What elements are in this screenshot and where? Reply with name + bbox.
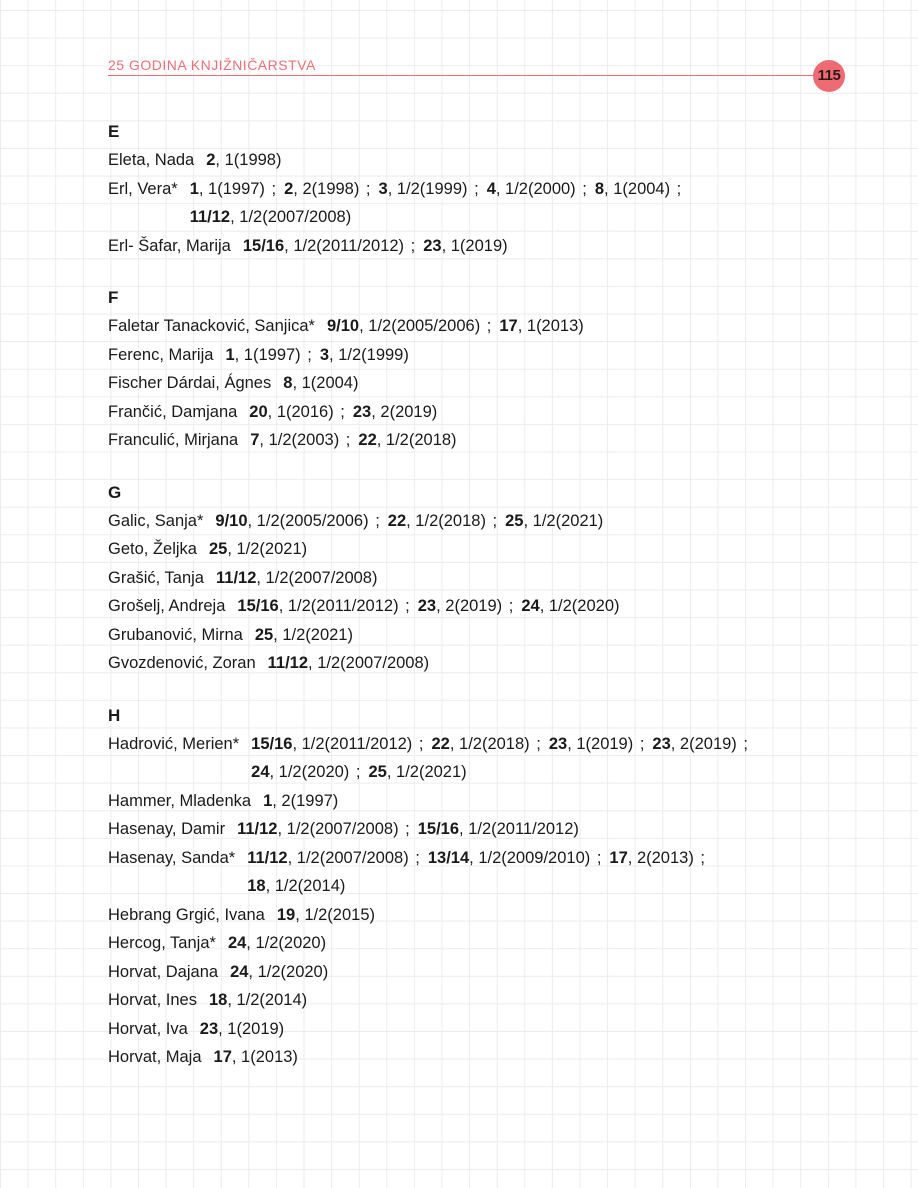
issue-reference: [499, 317, 583, 335]
issue-details: , 1/2(2007/2008): [308, 654, 430, 672]
volume-number: 23: [352, 402, 372, 421]
volume-number: 11/12: [216, 568, 257, 587]
volume-number: 9/10: [215, 511, 248, 530]
issue-reference: [225, 346, 300, 364]
issue-details: , 1/2(2021): [386, 763, 467, 781]
volume-number: 25: [208, 540, 228, 558]
separator: ;: [302, 345, 312, 364]
issue-reference: [237, 597, 398, 615]
volume-number: 13/14: [427, 848, 470, 867]
issue-details: , 1(1997): [198, 179, 265, 198]
volume-number: 1: [225, 345, 235, 364]
issue-details: , 1/2(2003): [259, 431, 340, 449]
section-letter: G: [108, 482, 122, 502]
separator: ;: [266, 179, 277, 198]
volume-number: 4: [486, 179, 496, 198]
issue-reference: [418, 597, 502, 615]
index-entry: [108, 787, 868, 816]
index-section: [108, 118, 868, 260]
author-name: Erl, Vera*: [108, 179, 178, 198]
index-entry: [108, 815, 868, 844]
issue-details: , 1(2013): [517, 317, 584, 335]
author-name: Horvat, Ines: [108, 991, 197, 1009]
issue-details: , 2(1998): [293, 179, 360, 198]
separator: ;: [335, 402, 345, 421]
author-name: Frančić, Damjana: [108, 402, 238, 421]
issue-details: , 1/2(2020): [539, 597, 620, 615]
author-name: Hammer, Mladenka: [108, 791, 252, 810]
issue-details: , 1/2(2014): [265, 877, 346, 895]
volume-number: 18: [247, 877, 266, 895]
issue-reference: [487, 180, 576, 198]
volume-number: 24: [230, 962, 249, 981]
volume-number: 18: [208, 991, 228, 1009]
volume-number: 11/12: [247, 848, 288, 867]
author-name: Ferenc, Marija: [108, 345, 214, 364]
volume-number: 1: [189, 179, 199, 198]
separator: ;: [361, 179, 371, 198]
separator: ;: [482, 317, 492, 335]
issue-reference: [505, 512, 603, 530]
volume-number: 25: [254, 625, 274, 644]
volume-number: 7: [250, 431, 260, 449]
issue-reference: [652, 735, 736, 753]
issue-details: , 1/2(2007/2008): [256, 568, 378, 587]
issue-reference: [428, 849, 590, 867]
issue-reference: [379, 180, 468, 198]
section-letter: H: [108, 705, 121, 725]
author-name: Horvat, Maja: [108, 1048, 202, 1066]
issue-reference: [595, 180, 670, 198]
issue-reference: [247, 849, 408, 867]
separator: ;: [738, 734, 748, 753]
author-name: Hasenay, Damir: [108, 820, 226, 838]
section-letter: F: [108, 288, 119, 307]
separator: ;: [341, 431, 351, 449]
separator: ;: [635, 734, 645, 753]
issue-details: , 1/2(2009/2010): [469, 848, 591, 867]
volume-number: 15/16: [417, 820, 460, 838]
author-name: Geto, Željka: [108, 540, 197, 558]
volume-number: 2: [284, 179, 294, 198]
separator: ;: [406, 236, 416, 255]
index-entry: [108, 621, 868, 650]
volume-number: 15/16: [242, 236, 285, 255]
volume-number: 9/10: [326, 317, 360, 335]
issue-details: , 2(2019): [670, 734, 737, 753]
author-name: Hercog, Tanja*: [108, 934, 216, 952]
issue-reference: [251, 763, 349, 781]
volume-number: 15/16: [251, 734, 293, 753]
issue-reference: [190, 180, 265, 198]
issue-reference: [255, 626, 353, 644]
index-entry: [108, 312, 868, 341]
author-index: [108, 118, 868, 1096]
author-name: Horvat, Dajana: [108, 962, 219, 981]
separator: ;: [400, 597, 410, 615]
issue-reference: [230, 963, 328, 981]
page-header: [0, 0, 918, 100]
issue-details: , 1/2(2011/2012): [278, 597, 399, 615]
issue-details: , 1(2016): [267, 402, 334, 421]
index-entry: [108, 730, 868, 787]
issue-reference: [320, 346, 409, 364]
volume-number: 11/12: [237, 820, 278, 838]
issue-reference: [277, 906, 375, 924]
index-entry: [108, 901, 868, 930]
issue-details: , 1/2(1999): [329, 345, 409, 364]
issue-reference: [263, 792, 338, 810]
issue-details: , 1/2(2020): [269, 763, 350, 781]
index-entry: [108, 398, 868, 427]
issue-details: , 1/2(2011/2012): [459, 820, 579, 838]
volume-number: 3: [319, 345, 330, 364]
issue-reference: [243, 237, 404, 255]
volume-number: 24: [227, 934, 247, 952]
issue-reference: [327, 317, 480, 335]
issue-details: , 1/2(2021): [273, 625, 353, 644]
author-name: Grošelj, Andreja: [108, 597, 226, 615]
volume-number: 23: [423, 236, 442, 255]
separator: ;: [351, 763, 361, 781]
issue-details: , 1(2013): [231, 1048, 298, 1066]
issue-details: , 1(2019): [218, 1019, 285, 1038]
separator: ;: [531, 734, 541, 753]
issue-reference: [284, 180, 359, 198]
author-name: Gvozdenović, Zoran: [108, 654, 256, 672]
volume-number: 8: [283, 374, 293, 392]
issue-reference: [549, 735, 633, 753]
separator: ;: [695, 848, 705, 867]
separator: ;: [410, 848, 420, 867]
separator: ;: [504, 597, 514, 615]
issue-reference: [268, 654, 429, 672]
issue-details: , 1/2(1999): [387, 179, 468, 198]
volume-number: 20: [249, 402, 268, 421]
issue-reference: [353, 403, 437, 421]
issue-reference: [250, 431, 339, 449]
issue-reference: [358, 431, 456, 449]
volume-number: 15/16: [237, 597, 279, 615]
issue-reference: [228, 934, 326, 952]
index-entry: [108, 1015, 868, 1044]
issue-reference: [368, 763, 466, 781]
issue-details: , 2(1997): [272, 791, 339, 810]
index-entry: [108, 535, 868, 564]
volume-number: 2: [206, 151, 216, 169]
volume-number: 23: [199, 1019, 219, 1038]
author-name: Grašić, Tanja: [108, 568, 204, 587]
issue-details: , 2(2019): [371, 402, 438, 421]
volume-number: 1: [263, 791, 273, 810]
issue-reference: [609, 849, 693, 867]
volume-number: 23: [548, 734, 568, 753]
issue-reference: [247, 877, 345, 895]
index-section: [108, 284, 868, 455]
issue-details: , 1/2(2018): [449, 734, 530, 753]
issue-details: , 1(2004): [604, 179, 671, 198]
issue-reference: [209, 540, 307, 558]
issue-reference: [521, 597, 619, 615]
issue-details: , 1/2(2021): [523, 511, 604, 530]
author-name: Horvat, Iva: [108, 1019, 188, 1038]
volume-number: 23: [417, 597, 437, 615]
issue-reference: [206, 151, 281, 169]
issue-details: , 1/2(2000): [495, 179, 576, 198]
volume-number: 3: [378, 179, 388, 198]
author-name: Galic, Sanja*: [108, 511, 204, 530]
issue-reference: [237, 820, 398, 838]
issue-reference: [190, 208, 351, 226]
author-name: Hebrang Grgić, Ivana: [108, 905, 265, 924]
issue-reference: [431, 735, 529, 753]
volume-number: 22: [431, 734, 450, 753]
separator: ;: [592, 848, 602, 867]
separator: ;: [469, 179, 479, 198]
separator: ;: [400, 820, 410, 838]
issue-reference: [418, 820, 579, 838]
separator: ;: [414, 734, 424, 753]
separator: ;: [370, 511, 380, 530]
issue-reference: [283, 374, 358, 392]
volume-number: 22: [358, 431, 377, 449]
issue-reference: [209, 991, 307, 1009]
issue-details: , 1(2019): [567, 734, 634, 753]
author-name: Eleta, Nada: [108, 151, 195, 169]
issue-details: , 1(1997): [234, 345, 301, 364]
running-title: 25 GODINA KNJIŽNIČARSTVA: [108, 57, 316, 73]
volume-number: 25: [505, 511, 524, 530]
issue-reference: [249, 403, 333, 421]
issue-reference: [200, 1020, 284, 1038]
issue-details: , 1(1998): [215, 151, 282, 169]
index-entry: [108, 958, 868, 987]
index-entry: [108, 341, 868, 370]
index-entry: [108, 146, 868, 175]
volume-number: 8: [594, 179, 605, 198]
index-section: [108, 479, 868, 678]
volume-number: 24: [521, 597, 540, 615]
volume-number: 23: [652, 734, 671, 753]
index-entry: [108, 986, 868, 1015]
volume-number: 25: [368, 763, 387, 781]
volume-number: 17: [609, 848, 628, 867]
issue-details: , 1(2019): [441, 236, 508, 255]
separator: ;: [577, 179, 587, 198]
issue-details: , 1(2004): [292, 374, 359, 392]
issue-reference: [423, 237, 507, 255]
issue-details: , 2(2019): [436, 597, 503, 615]
index-entry: [108, 844, 868, 901]
issue-details: , 1/2(2014): [227, 991, 308, 1009]
issue-reference: [215, 512, 368, 530]
issue-details: , 1/2(2005/2006): [247, 511, 369, 530]
index-entry: [108, 592, 868, 621]
header-rule: [108, 75, 816, 76]
separator: ;: [487, 511, 498, 530]
page-number-badge: 115: [813, 60, 845, 92]
index-entry: [108, 564, 868, 593]
issue-reference: [388, 512, 486, 530]
issue-details: , 1/2(2020): [246, 934, 327, 952]
index-entry: [108, 929, 868, 958]
index-entry: [108, 369, 868, 398]
index-entry: [108, 232, 868, 261]
author-name: Fischer Dárdai, Ágnes: [108, 374, 272, 392]
issue-details: , 1/2(2007/2008): [277, 820, 399, 838]
issue-reference: [214, 1048, 298, 1066]
issue-details: , 1/2(2011/2012): [292, 734, 413, 753]
author-name: Faletar Tanacković, Sanjica*: [108, 317, 315, 335]
issue-details: , 1/2(2018): [406, 511, 486, 530]
issue-reference: [251, 735, 412, 753]
issue-details: , 1/2(2007/2008): [230, 208, 352, 226]
volume-number: 17: [499, 317, 518, 335]
index-section: [108, 702, 868, 1072]
issue-details: , 1/2(2018): [376, 431, 457, 449]
author-name: Franculić, Mirjana: [108, 431, 239, 449]
volume-number: 22: [387, 511, 407, 530]
author-name: Erl- Šafar, Marija: [108, 236, 231, 255]
volume-number: 19: [276, 905, 296, 924]
volume-number: 24: [251, 763, 270, 781]
issue-reference: [216, 569, 377, 587]
author-name: Grubanović, Mirna: [108, 625, 243, 644]
issue-details: , 1/2(2021): [227, 540, 308, 558]
author-name: Hadrović, Merien*: [108, 734, 240, 753]
index-entry: [108, 649, 868, 678]
index-entry: [108, 426, 868, 455]
issue-details: , 1/2(2011/2012): [284, 236, 405, 255]
issue-details: , 2(2013): [627, 848, 694, 867]
author-name: Hasenay, Sanda*: [108, 848, 236, 867]
volume-number: 11/12: [189, 208, 231, 226]
issue-details: , 1/2(2007/2008): [287, 848, 409, 867]
issue-details: , 1/2(2005/2006): [359, 317, 481, 335]
volume-number: 11/12: [267, 654, 309, 672]
issue-details: , 1/2(2015): [295, 905, 376, 924]
section-letter: E: [108, 122, 120, 141]
volume-number: 17: [213, 1048, 232, 1066]
separator: ;: [672, 179, 682, 198]
index-entry: [108, 1043, 868, 1072]
issue-details: , 1/2(2020): [248, 962, 329, 981]
index-entry: [108, 507, 868, 536]
index-entry: [108, 175, 868, 232]
